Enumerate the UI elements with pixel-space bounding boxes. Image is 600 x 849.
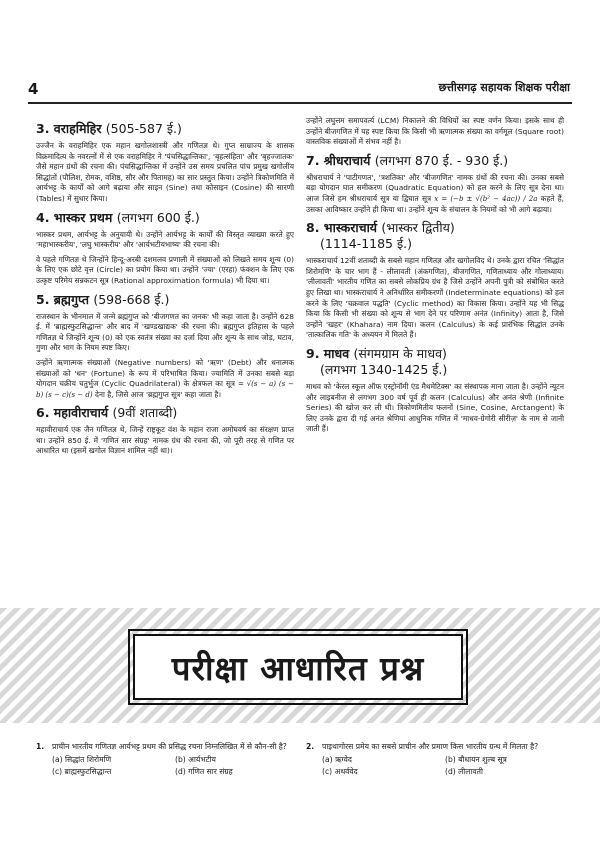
section-title: 9. माधव [306, 345, 350, 361]
section-dates: (लगभग 600 ई.) [116, 209, 200, 225]
section-body [306, 173, 564, 215]
section-heading-6 [36, 405, 294, 421]
body-text: श्रीधराचार्य ने 'पाटीगणत', 'त्रशतिका' और 'बीजगणित' नामक ग्रंथों की रचना की। उनका सबसे बड़ा योगदान घात समीकरण (Quadratic Equation) को हल करने के लिए सूत्र देना था। आज जिसे हम श्रीधराचार्य सूत्र या द्विघात सूत्र [306, 172, 564, 203]
section-heading-8 [306, 220, 564, 252]
section-body: उज्जैन के वराहमिहिर एक महान खगोलशास्त्री और गणितज्ञ थे। गुप्त साम्राज्य के शासक विक्रमादित्य के नवरत्नों में से एक वराहमिहिर ने 'पंचसिद्धान्तिका', 'बृहत्संहिता' और 'बृहज्जातक' जैसे महान ग्रंथों की रचना की। पंचसिद्धान्तिका में उन्होंने उस समय प्रचलित पांच प्रमुख खगोलीय सिद्धांतों (पौलिश, रोमक, वशिष्ठ, सौर और पितामह) का सार प्रस्तुत किया। उन्होंने त्रिकोणमिति में आर्यभट्ट के कार्यों को आगे बढ़ाया और साइन (Sine) तथा कोसाइन (Cosine) की सारणी (Tables) में सुधार किया। [36, 141, 294, 203]
section-dates: (भास्कर द्वितीय) [381, 220, 455, 236]
question-number: 1. [36, 742, 45, 751]
section-title: 8. भास्कराचार्य [306, 220, 378, 236]
section-title: 3. वराहमिहिर [36, 121, 102, 136]
quadratic-formula: x = (−b ± √(b² − 4ac)) / 2a [434, 194, 538, 203]
page-number: 4 [28, 80, 39, 98]
section-dates: (संगमग्राम के माधव) [353, 345, 447, 361]
section-title: 5. ब्रह्मगुप्त [36, 291, 89, 307]
section-heading-3 [36, 121, 294, 137]
body-text: देना है, जिसे आज 'ब्रह्मगुप्त सूत्र' कहा जाता है। [94, 389, 222, 399]
section-dates: (9वीं शताब्दी) [112, 405, 178, 421]
section-body: राजस्थान के भीनमाल में जन्मे ब्रह्मगुप्त को 'बीजगणत का जनक' भी कहा जाता है। उन्होंने 628 ई. में 'ब्राह्मस्फुटसिद्धान्त' और बाद में 'खण्डखाद्यक' की रचना की। ब्रह्मगुप्त इतिहास के पहले गणितज्ञ थे जिन्होंने शून्य (0) को एक स्वतंत्र संख्या का दर्जा दिया और शून्य के साथ जोड़, घटाव, गुणा और भाग के नियम स्पष्ट किए। [36, 311, 294, 353]
section-subdates: (1114-1185 ई.) [320, 236, 412, 252]
section-dates: (लगभग 870 ई. - 930 ई.) [374, 152, 509, 168]
body-text: उन्होंने ऋणात्मक संख्याओं (Negative numbers) को 'ऋण' (Debt) और धनात्मक संख्याओं को 'धन' (Fortune) के रूप में परिभाषित किया। ज्यामिति में उनका सबसे बड़ा योगदान चक्रीय चतुर्भुज (Cyclic Quadrilateral) के क्षेत्रफल का सूत्र [36, 357, 294, 389]
brahmagupta-formula: = √(s − a) (s − b) (s − c)(s − d) [36, 380, 294, 399]
section-heading-7 [306, 153, 564, 169]
section-body: उन्होंने लघुत्तम समापवर्त्य (LCM) निकालने की विधियों का स्पष्ट वर्णन किया। इसके साथ ही उन्होंने बीजगणित में यह स्पष्ट किया कि किसी भी ऋणात्मक संख्या का वर्गमूल (Square root) वास्तविक संख्याओं में संभव नहीं है। [306, 116, 564, 147]
option-b[interactable]: (b) बौधायन शुल्ब सूत्र [445, 755, 507, 764]
option-c[interactable]: (c) ब्राह्मस्फुटसिद्धान्त [52, 767, 112, 776]
header-rule [28, 102, 572, 104]
section-body: माधव को 'केरल स्कूल ऑफ एस्ट्रोनॉमी एंड मैथमेटिक्स' का संस्थापक माना जाता है। उन्होंने न्यूटन और लाइबनीज से लगभग 300 वर्ष पूर्व ही कलन (Calculus) और अनंत श्रेणी (Infinite Series) की खोज कर ली थी। त्रिकोणमितीय फलनों (Sine, Cosine, Arctangent) के लिए उनके द्वारा दी गई अनंत श्रेणियां आधुनिक गणित में 'माधव-ग्रेगोरी सीरीज़' के नाम से जानी जाती हैं। [306, 381, 564, 434]
section-body: महावीराचार्य एक जैन गणितज्ञ थे, जिन्हें राष्ट्रकूट वंश के महान राजा अमोघवर्ष का संरक्षण प्राप्त था। उन्होंने 850 ई. में 'गणित सार संग्रह' नामक ग्रंथ की रचना की, जो पूरी तरह से गणित पर आधारित था (इसमें खगोल विज्ञान शामिल नहीं था)। [36, 425, 294, 456]
section-dates: (505-587 ई.) [105, 121, 182, 136]
option-a[interactable]: (a) ऋग्वेद [322, 755, 352, 764]
question-2 [306, 741, 568, 777]
option-d[interactable]: (d) लीलावती [445, 767, 483, 776]
question-text: प्राचीन भारतीय गणितज्ञ आर्यभट्ट प्रथम की प्रसिद्ध रचना निम्नलिखित में से कौन-सी है? [52, 742, 287, 751]
section-dates: (598-668 ई.) [93, 291, 170, 307]
body-text: कहते हैं, उसका आविष्कार उन्होंने ही किया था। उन्होंने शून्य के संचालन के नियमों को भी आगे बढ़ाया। [306, 193, 564, 214]
question-1 [36, 741, 298, 777]
section-heading-5 [36, 292, 294, 308]
question-number: 2. [306, 742, 315, 751]
option-d[interactable]: (d) गणित सार संग्रह [175, 767, 233, 776]
banner-title: परीक्षा आधारित प्रश्न [133, 634, 463, 700]
option-c[interactable]: (c) अथर्ववेद [322, 767, 358, 776]
section-body [36, 358, 294, 400]
section-body: भास्कराचार्य 12वीं शताब्दी के सबसे महान गणितज्ञ और खगोलविद थे। उनके द्वारा रचित 'सिद्धांत शिरोमणि' के चार भाग हैं - लीलावती (अंकगणित), बीजगणित, गणिताध्याय और गोलाध्याय। 'लीलावती' भारतीय गणित का सबसे लोकप्रिय ग्रंथ है जिसे उन्होंने अपनी पुत्री को संबोधित करते हुए लिखा था। भास्कराचार्य ने अनिर्धारित समीकरणों (Indeterminate equations) को हल करने के लिए 'चक्रवाल पद्धति' (Cyclic method) का विकास किया। उन्होंने यह भी सिद्ध किया कि किसी भी संख्या को शून्य से भाग देने पर परिणाम अनंत (Infinity) आता है, जिसे उन्होंने 'खहर' (Khahara) नाम दिया। कलन (Calculus) के कई प्रारंभिक सिद्धांत उनके 'तात्कालिक गति' के अध्ययन में मिलते हैं। [306, 256, 564, 340]
section-body: भास्कर प्रथम, आर्यभट्ट के अनुयायी थे। उन्होंने आर्यभट्ट के कार्यों की विस्तृत व्याख्या करते हुए 'महाभास्करीय', 'लघु भास्करीय' और 'आर्यभटीयभाष्य' की रचना की। [36, 229, 294, 250]
section-title: 7. श्रीधराचार्य [306, 152, 371, 168]
section-body: वे पहले गणितज्ञ थे जिन्होंने हिन्दू-अरबी दशमलव प्रणाली में संख्याओं को लिखते समय शून्य (0) के लिए एक छोटे वृत्त (Circle) का प्रयोग किया था। उन्होंने 'ज्या' (एरहा) फंक्शन के लिए एक उत्कृष्ट परिमेय सन्नकटन सूत्र (Rational approximation formula) भी दिया था। [36, 254, 294, 285]
option-b[interactable]: (b) आर्यभटीय [175, 755, 216, 764]
section-heading-9 [306, 346, 564, 378]
left-column [36, 116, 294, 461]
right-column [306, 116, 564, 439]
section-title: 6. महावीराचार्य [36, 405, 109, 421]
section-title: 4. भास्कर प्रथम [36, 209, 113, 225]
option-a[interactable]: (a) सिद्धांत शिरोमणि [52, 755, 112, 764]
question-text: पाइथागोरस प्रमेय का सबसे प्राचीन और प्रमाण किस भारतीय ग्रन्थ में मिलता है? [322, 742, 539, 751]
section-subdates: (लगभग 1340-1425 ई.) [320, 361, 448, 377]
section-heading-4 [36, 210, 294, 226]
page-header-title: छत्तीसगढ़ सहायक शिक्षक परीक्षा [438, 81, 570, 94]
